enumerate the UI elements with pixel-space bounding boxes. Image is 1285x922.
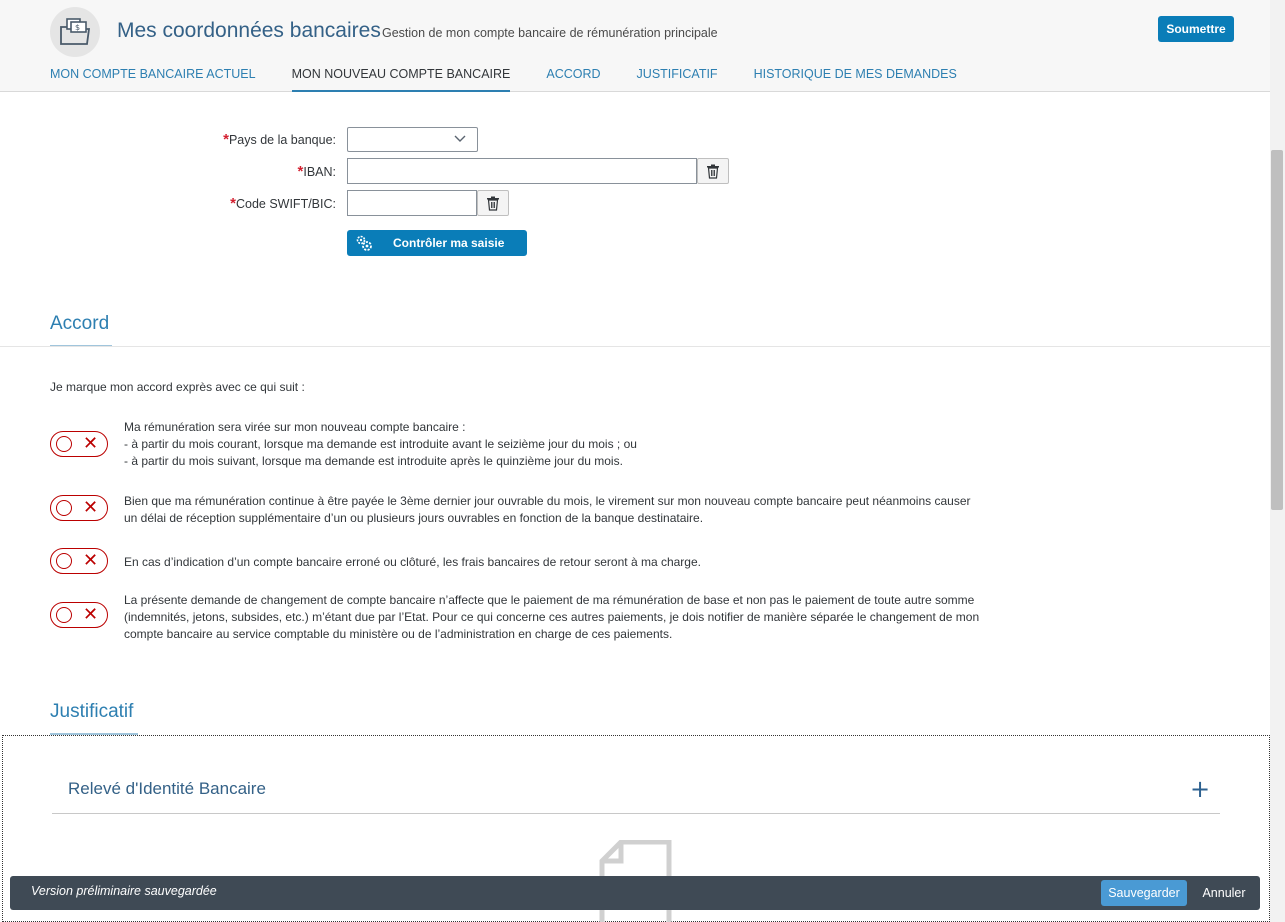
footer-bar (10, 876, 1260, 910)
tab-current-account[interactable]: MON COMPTE BANCAIRE ACTUEL (50, 67, 256, 81)
accord-statement-3: En cas d’indication d’un compte bancaire erroné ou clôturé, les frais bancaires de retour seront à ma charge. (124, 555, 701, 569)
accord-intro: Je marque mon accord exprès avec ce qui suit : (50, 380, 305, 394)
required-marker: * (230, 195, 236, 212)
page-subtitle: Gestion de mon compte bancaire de rémunération principale (382, 26, 718, 40)
toggle-off-icon: ✕ (83, 433, 99, 454)
toggle-handle (56, 607, 72, 623)
toggle-off-icon: ✕ (83, 550, 99, 571)
iban-label: *IBAN: (297, 163, 336, 180)
page-title: Mes coordonnées bancaires (117, 19, 381, 42)
trash-icon (486, 196, 500, 211)
tab-history[interactable]: HISTORIQUE DE MES DEMANDES (753, 67, 957, 81)
draft-status: Version préliminaire sauvegardée (31, 884, 217, 898)
save-button[interactable]: Sauvegarder (1101, 880, 1187, 906)
tab-bar (50, 62, 993, 92)
clear-iban-button[interactable] (697, 158, 729, 184)
rib-document-title: Relevé d'Identité Bancaire (68, 779, 266, 798)
section-divider (0, 346, 1270, 347)
scrollbar-thumb[interactable] (1271, 150, 1283, 510)
expand-plus-icon[interactable]: + (1190, 775, 1211, 803)
toggle-handle (56, 500, 72, 516)
accord-toggle-4[interactable] (50, 602, 108, 628)
toggle-handle (56, 553, 72, 569)
country-select[interactable] (347, 127, 478, 152)
gears-icon (355, 234, 373, 252)
iban-input[interactable] (347, 158, 697, 184)
accord-toggle-1[interactable] (50, 431, 108, 457)
accord-toggle-3[interactable] (50, 548, 108, 574)
justificatif-section-title: Justificatif (50, 701, 134, 722)
cancel-button[interactable]: Annuler (1194, 880, 1254, 906)
bank-transfer-icon (50, 7, 100, 57)
accord-section-title: Accord (50, 313, 110, 334)
tab-new-account[interactable]: MON NOUVEAU COMPTE BANCAIRE (292, 62, 511, 92)
tab-justificatif[interactable]: JUSTIFICATIF (636, 67, 718, 81)
toggle-off-icon: ✕ (83, 497, 99, 518)
country-label: *Pays de la banque: (223, 131, 336, 148)
accord-statement-2: Bien que ma rémunération continue à être payée le 3ème dernier jour ouvrable du mois, le virement sur mon nouveau compte bancaire peut néanmoins causer un délai de réception supplémentaire d’un ou plusieurs jours ouvrables en fonction de la banque destinataire. (124, 494, 971, 525)
swift-input[interactable] (347, 190, 477, 216)
check-input-label: Contrôler ma saisie (393, 236, 505, 250)
rib-divider (52, 813, 1220, 814)
page-header (0, 0, 1270, 92)
clear-swift-button[interactable] (477, 190, 509, 216)
accord-statement-4: La présente demande de changement de compte bancaire n’affecte que le paiement de ma rémunération de base et non pas le paiement de toute autre somme (indemnités, jetons, subsides, etc.) m’étant due par l’Etat. Pour ce qui concerne ces autres paiements, je dois notifier de manière séparée le changement de mon compte bancaire au service comptable du ministère ou de l’administration en charge de ces paiements. (124, 593, 980, 641)
accord-toggle-2[interactable] (50, 495, 108, 521)
svg-text:$: $ (75, 23, 81, 32)
tab-accord[interactable]: ACCORD (546, 67, 601, 81)
submit-button[interactable]: Soumettre (1158, 16, 1234, 42)
toggle-handle (56, 436, 72, 452)
required-marker: * (223, 131, 229, 148)
swift-label: *Code SWIFT/BIC: (230, 195, 336, 212)
chevron-down-icon (453, 131, 467, 150)
toggle-off-icon: ✕ (83, 604, 99, 625)
check-input-button[interactable] (347, 230, 527, 256)
accord-statement-1: Ma rémunération sera virée sur mon nouveau compte bancaire : - à partir du mois courant, lorsque ma demande est introduite avant le seizième jour du mois ; ou - à partir du mois suivant, lorsque ma demande est introduite après le quinzième jour du mois. (124, 420, 637, 468)
trash-icon (706, 164, 720, 179)
required-marker: * (297, 163, 304, 180)
